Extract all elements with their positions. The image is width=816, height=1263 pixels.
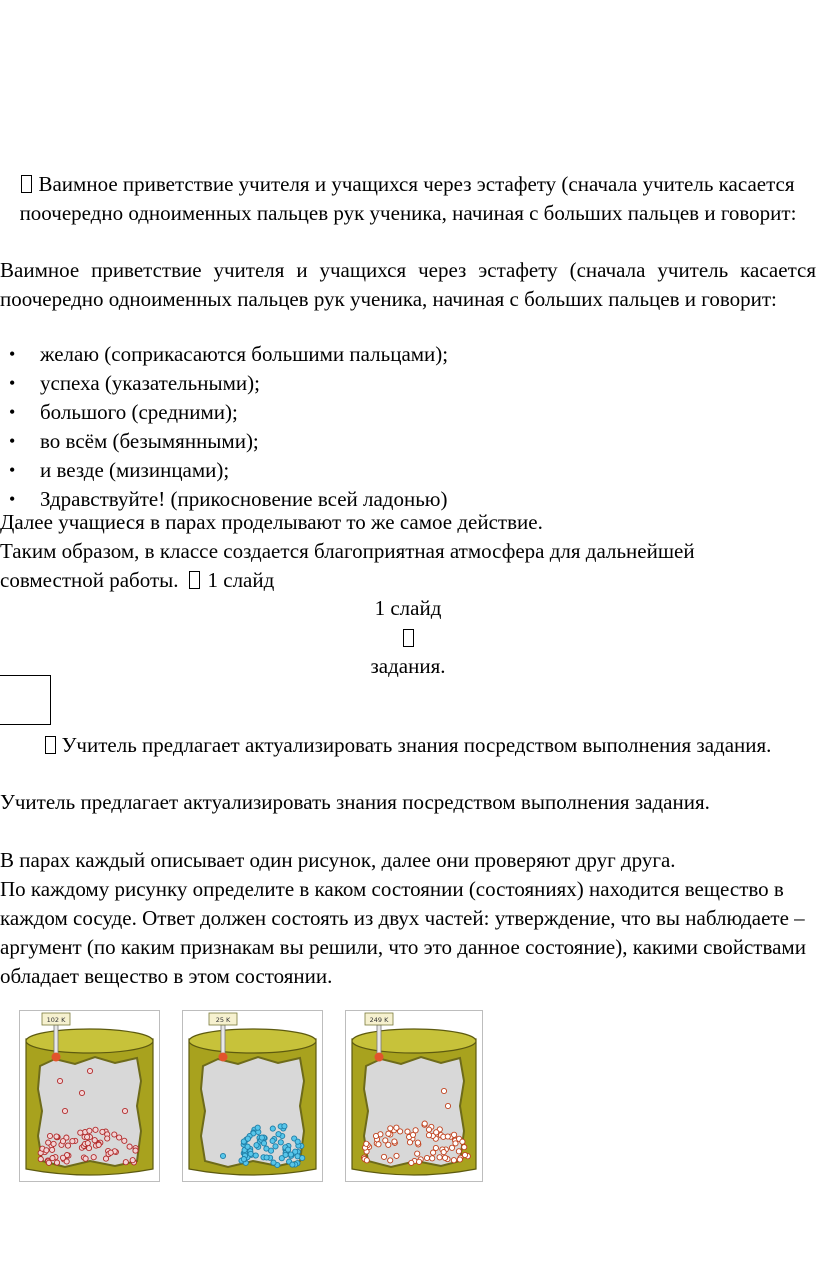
- particle: [50, 1156, 55, 1161]
- empty-frame: [0, 675, 51, 725]
- particle: [451, 1158, 456, 1163]
- particle: [276, 1132, 281, 1137]
- particle: [78, 1130, 83, 1135]
- particle: [460, 1139, 465, 1144]
- temperature-label: 102 K: [46, 1016, 66, 1024]
- particle: [87, 1068, 92, 1073]
- particle: [62, 1108, 67, 1113]
- particle: [96, 1142, 101, 1147]
- particle: [449, 1145, 454, 1150]
- particle: [443, 1155, 448, 1160]
- thermometer-bulb: [375, 1053, 384, 1062]
- particle: [264, 1155, 269, 1160]
- particle: [255, 1125, 260, 1130]
- paragraph-question: По каждому рисунку определите в каком состоянии (состояниях) находится вещество в каждом сосуде. Ответ должен состоять из двух частей: утверждение, что вы наблюдаете – аргумент (по каким признакам вы решили, что это данное состояние), какими свойствами обладает вещество в этом состоянии.: [0, 877, 806, 988]
- particle: [386, 1142, 391, 1147]
- particle: [426, 1133, 431, 1138]
- particle: [60, 1139, 65, 1144]
- list-item: • успеха (указательными);: [0, 369, 816, 398]
- particle: [70, 1139, 75, 1144]
- particle: [373, 1133, 378, 1138]
- particle: [394, 1153, 399, 1158]
- particle: [220, 1153, 225, 1158]
- particle: [245, 1136, 250, 1141]
- heading-greeting: [0, 170, 816, 228]
- particle: [364, 1158, 369, 1163]
- particle: [456, 1149, 461, 1154]
- particle: [87, 1128, 92, 1133]
- paragraph-atmosphere-line2: [0, 566, 816, 595]
- particle: [38, 1157, 43, 1162]
- particle: [295, 1139, 300, 1144]
- particle: [434, 1130, 439, 1135]
- particle: [386, 1131, 391, 1136]
- particle: [54, 1160, 59, 1165]
- particle: [253, 1153, 258, 1158]
- particle: [376, 1142, 381, 1147]
- list-item: • желаю (соприкасаются большими пальцами);: [0, 340, 816, 369]
- particle: [409, 1160, 414, 1165]
- particle: [407, 1140, 412, 1145]
- vessel-image-3: [345, 1010, 483, 1182]
- particle: [79, 1090, 84, 1095]
- particle: [261, 1141, 266, 1146]
- vessel-image-1: [19, 1010, 160, 1182]
- particle: [426, 1127, 431, 1132]
- particle: [424, 1155, 429, 1160]
- particle: [462, 1145, 467, 1150]
- vessel-image-2: [182, 1010, 323, 1182]
- vessel-rim: [189, 1029, 316, 1053]
- particle: [270, 1138, 275, 1143]
- particle: [430, 1156, 435, 1161]
- particle: [91, 1155, 96, 1160]
- heading-task: [0, 731, 816, 760]
- particle: [300, 1155, 305, 1160]
- particle: [437, 1155, 442, 1160]
- particle: [60, 1155, 65, 1160]
- slide-glyph-row: [0, 624, 816, 653]
- particle: [85, 1141, 90, 1146]
- particle: [112, 1132, 117, 1137]
- list-item: • и везде (мизинцами);: [0, 456, 816, 485]
- particle: [44, 1148, 49, 1153]
- particle: [441, 1088, 446, 1093]
- particle: [47, 1133, 52, 1138]
- particle: [392, 1139, 397, 1144]
- bullet-glyph-icon: [189, 571, 200, 589]
- heading-task-text: Учитель предлагает актуализировать знания посредством выполнения задания.: [61, 733, 772, 757]
- vessel-2-svg: [183, 1011, 322, 1181]
- particle: [283, 1152, 288, 1157]
- particle: [127, 1144, 132, 1149]
- particle: [445, 1103, 450, 1108]
- particle: [286, 1147, 291, 1152]
- particle: [122, 1108, 127, 1113]
- particle: [105, 1136, 110, 1141]
- paragraph-pairs: Далее учащиеся в парах проделывают то же самое действие.: [0, 510, 543, 534]
- particle: [278, 1140, 283, 1145]
- paragraph-greeting: Ваимное приветствие учителя и учащихся через эстафету (сначала учитель касается поочередно одноименных пальцев рук ученика, начиная с больших пальцев и говорит:: [0, 258, 816, 311]
- particle: [431, 1150, 436, 1155]
- bullet-glyph-icon: [45, 736, 56, 754]
- vessel-3-svg: [346, 1011, 482, 1181]
- particle: [445, 1134, 450, 1139]
- particle: [254, 1143, 259, 1148]
- particle: [103, 1156, 108, 1161]
- thermometer-stem: [377, 1025, 381, 1055]
- particle: [394, 1125, 399, 1130]
- particle: [441, 1150, 446, 1155]
- particle: [117, 1135, 122, 1140]
- particle: [248, 1151, 253, 1156]
- paragraph-pairs-describe: В парах каждый описывает один рисунок, далее они проверяют друг друга.: [0, 848, 676, 872]
- slide-caption: задания.: [370, 654, 446, 678]
- bullet-glyph-icon: [403, 629, 414, 647]
- temperature-label: 25 K: [215, 1016, 231, 1024]
- particle: [259, 1135, 264, 1140]
- particle: [133, 1148, 138, 1153]
- particle: [453, 1141, 458, 1146]
- thermometer-bulb: [219, 1053, 228, 1062]
- list-item: • во всём (безымянными);: [0, 427, 816, 456]
- list-item: • Здравствуйте! (прикосновение всей ладонью): [0, 485, 816, 514]
- particle: [51, 1141, 56, 1146]
- particle: [273, 1144, 278, 1149]
- paragraph-atmosphere-text: совместной работы.: [0, 568, 179, 592]
- particle: [65, 1143, 70, 1148]
- particle: [282, 1124, 287, 1129]
- particle: [46, 1160, 51, 1165]
- particle: [413, 1128, 418, 1133]
- particle: [288, 1152, 293, 1157]
- thermometer-bulb: [52, 1053, 61, 1062]
- particle: [422, 1121, 427, 1126]
- particle: [264, 1146, 269, 1151]
- particle: [100, 1129, 105, 1134]
- list-item: • большого (средними);: [0, 398, 816, 427]
- slide-ref-inline: 1 слайд: [207, 568, 275, 592]
- particle: [123, 1160, 128, 1165]
- vessel-1-svg: [20, 1011, 159, 1181]
- particle: [388, 1126, 393, 1131]
- particle: [241, 1157, 246, 1162]
- slide-label: 1 слайд: [374, 596, 442, 620]
- vessel-window: [364, 1057, 464, 1167]
- particle: [417, 1159, 422, 1164]
- heading-greeting-text: Ваимное приветствие учителя и учащихся через эстафету (сначала учитель касается поочередно одноименных пальцев рук ученика, начиная с больших пальцев и говорит:: [19, 172, 797, 225]
- particle: [46, 1140, 51, 1145]
- thermometer-stem: [221, 1025, 225, 1055]
- particle: [415, 1140, 420, 1145]
- paragraph-atmosphere-line1: Таким образом, в классе создается благоприятная атмосфера для дальнейшей: [0, 539, 695, 563]
- particle: [245, 1144, 250, 1149]
- particle: [452, 1132, 457, 1137]
- particle: [364, 1141, 369, 1146]
- bullet-glyph-icon: [21, 175, 32, 193]
- particle: [381, 1154, 386, 1159]
- thermometer-stem: [54, 1025, 58, 1055]
- temperature-label: 249 K: [369, 1016, 389, 1024]
- particle: [50, 1147, 55, 1152]
- particle: [457, 1157, 462, 1162]
- particle: [54, 1134, 59, 1139]
- particle: [290, 1162, 295, 1167]
- particle: [271, 1160, 276, 1165]
- particle: [415, 1151, 420, 1156]
- vessel-rim: [26, 1029, 153, 1053]
- particle: [388, 1158, 393, 1163]
- particle: [122, 1138, 127, 1143]
- particle: [270, 1126, 275, 1131]
- greeting-steps-list: [0, 340, 816, 514]
- paragraph-task: Учитель предлагает актуализировать знания посредством выполнения задания.: [0, 790, 710, 814]
- particle: [85, 1134, 90, 1139]
- vessel-rim: [352, 1029, 476, 1053]
- particle: [130, 1158, 135, 1163]
- particle: [83, 1156, 88, 1161]
- particle: [93, 1127, 98, 1132]
- particle: [405, 1129, 410, 1134]
- particle: [57, 1078, 62, 1083]
- particle: [108, 1150, 113, 1155]
